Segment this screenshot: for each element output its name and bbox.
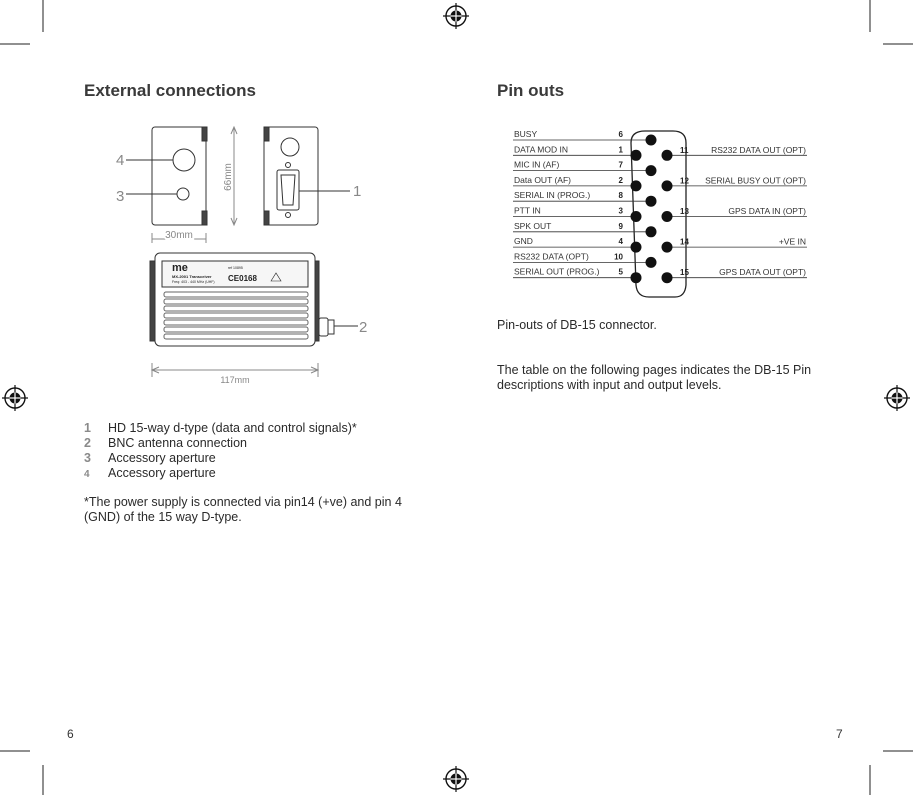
page-number-right: 7 [836, 727, 843, 741]
pin-label-left: BUSY [514, 129, 538, 139]
registration-target-right [884, 385, 910, 411]
pin-contact [631, 211, 642, 222]
device-serial: ref 10895 [228, 266, 243, 270]
callout-2: 2 [359, 319, 368, 336]
pin-label-left: SERIAL OUT (PROG.) [514, 266, 600, 277]
pin-number: 1 [618, 145, 623, 155]
pin-label-left: PTT IN [514, 205, 541, 216]
db15-pinout-diagram [505, 125, 815, 300]
pin-number: 14 [680, 237, 689, 247]
pinout-caption: Pin-outs of DB-15 connector. [497, 318, 657, 332]
pin-number: 5 [618, 267, 623, 277]
pin-number: 15 [680, 268, 689, 278]
pin-contact [662, 242, 673, 253]
db15-connector-icon [277, 163, 299, 218]
pin-contact [631, 272, 642, 283]
dimension-length-label: 117mm [220, 375, 250, 385]
bnc-connector-icon [319, 318, 334, 336]
registration-target-top [443, 3, 469, 29]
pin-label-left: Data OUT (AF) [514, 174, 571, 185]
pin-contact [646, 135, 657, 146]
pin-contact [646, 257, 657, 268]
device-end-view-left [152, 127, 206, 225]
pin-contact [662, 211, 673, 222]
pin-label-left: RS232 DATA (OPT) [514, 251, 589, 262]
pin-label-right: +VE IN [778, 236, 806, 247]
pin-contact [646, 165, 657, 176]
pin-number: 3 [618, 206, 623, 216]
device-spec-line: Freq: 403 - 440 MHz (UHF) [172, 280, 215, 284]
pin-label-right: GPS DATA OUT (OPT) [719, 267, 806, 278]
pin-contact [662, 272, 673, 283]
pin-label-left: MIC IN (AF) [514, 159, 560, 170]
pin-number: 6 [618, 130, 623, 139]
pin-contact [662, 150, 673, 161]
pin-label-right: SERIAL BUSY OUT (OPT) [705, 175, 806, 186]
page-title-external-connections: External connections [84, 81, 256, 100]
pin-contact [631, 180, 642, 191]
pinout-description: The table on the following pages indicates the DB-15 Pin descriptions with input and output levels. [497, 363, 812, 392]
pin-label-left: SPK OUT [514, 220, 552, 231]
legend-item: 1 HD 15-way d-type (data and control signals)* [84, 421, 357, 435]
page-number-left: 6 [67, 727, 74, 741]
registration-target-bottom [443, 766, 469, 792]
pin-label-left: GND [514, 236, 533, 247]
pin-number: 11 [680, 145, 689, 155]
pin-number: 12 [680, 176, 689, 186]
pin-label-left: SERIAL IN (PROG.) [514, 190, 591, 201]
pin-label-right: GPS DATA IN (OPT) [728, 206, 806, 216]
pin-label-right: RS232 DATA OUT (OPT) [711, 144, 806, 155]
pin-number: 13 [680, 207, 689, 216]
pin-number: 4 [618, 237, 623, 247]
callout-4: 4 [116, 152, 125, 169]
accessory-aperture-large [173, 149, 195, 171]
pin-label-left: DATA MOD IN [514, 144, 568, 155]
dimension-width-label: 30mm [165, 230, 193, 241]
callout-1: 1 [353, 183, 362, 200]
dimension-height-label: 66mm [223, 163, 234, 191]
device-drawing [100, 115, 390, 390]
legend-item: 3 Accessory aperture [84, 451, 216, 465]
ce-mark: CE0168 [228, 274, 257, 283]
brand-logo: me [172, 262, 188, 274]
legend-item: 2 BNC antenna connection [84, 436, 247, 450]
pin-number: 10 [614, 252, 623, 262]
pin-contact [631, 242, 642, 253]
pin-number: 2 [618, 175, 623, 185]
power-footnote: *The power supply is connected via pin14 (+ve) and pin 4 (GND) of the 15 way D-type. [84, 495, 402, 524]
pin-contact [662, 180, 673, 191]
legend-item: 4 Accessory aperture [84, 466, 216, 480]
accessory-aperture-small [177, 188, 189, 200]
pin-number: 8 [618, 191, 623, 201]
pin-contact [631, 150, 642, 161]
page-title-pin-outs: Pin outs [497, 81, 565, 100]
pin-contact [646, 196, 657, 207]
pin-contact [646, 226, 657, 237]
pin-number: 7 [618, 160, 623, 170]
callout-3: 3 [116, 188, 125, 205]
registration-target-left [2, 385, 28, 411]
pin-number: 9 [618, 221, 623, 231]
legend-list [84, 421, 414, 481]
device-product-line: MX-2001 Transceiver [172, 274, 212, 279]
